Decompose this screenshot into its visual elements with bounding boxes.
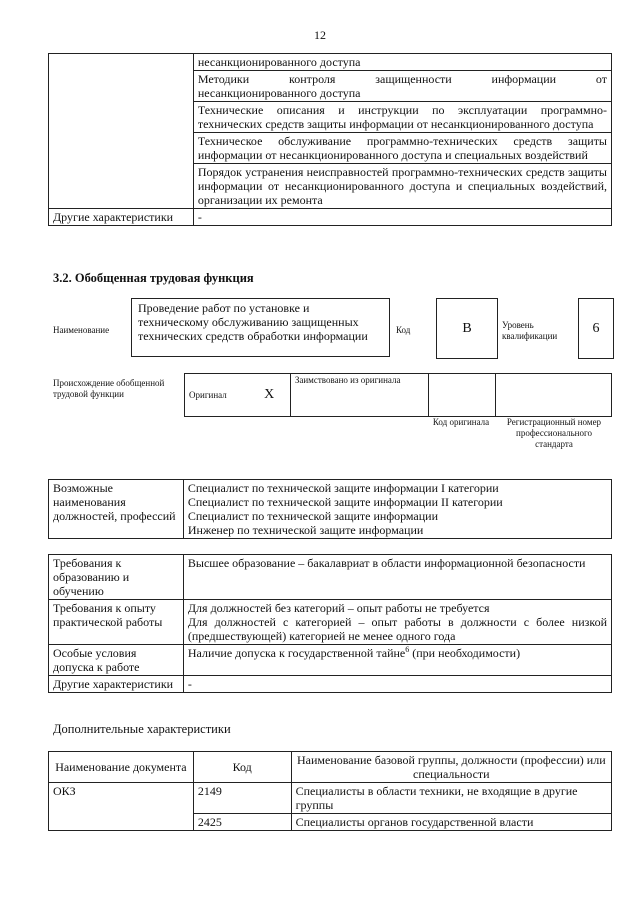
name-label: Наименование — [53, 325, 110, 335]
code-original-caption: Код оригинала — [432, 417, 490, 427]
code-label: Код — [396, 325, 411, 335]
doc-cell: ОКЗ — [49, 783, 194, 831]
table-row: Технические описания и инструкции по эксплуатации программно-технических средств защиты информации от несанкционированного доступа — [193, 102, 611, 133]
special-conditions-value — [183, 645, 611, 676]
positions-table — [48, 479, 612, 539]
other-characteristics-value: - — [193, 209, 611, 226]
qualification-level: 6 — [578, 298, 614, 359]
code-cell: 2149 — [193, 783, 291, 814]
origin-label: Происхождение обобщенной трудовой функции — [53, 378, 165, 399]
page-number: 12 — [314, 28, 326, 42]
table-row: Порядок устранения неисправностей программно-технических средств защиты информации от несанкционированного доступа и специальных воздействий, организации их ремонта — [193, 164, 611, 209]
row-text: Методики контроля защищенности информации от — [197, 72, 607, 86]
origin-table — [184, 373, 612, 417]
table-row: Техническое обслуживание программно-технических средств защиты информации от несанкционированного доступа и специальных воздействий — [193, 133, 611, 164]
list-item: Специалист по технической защите информации — [187, 509, 439, 523]
row-text: несанкционированного доступа — [197, 86, 361, 100]
additional-table — [48, 751, 612, 831]
empty-label-cell — [49, 54, 194, 209]
reg-number-caption: Регистрационный номер профессионального стандарта — [506, 417, 602, 449]
positions-list — [183, 480, 611, 539]
list-item: Специалист по технической защите информации I категории — [187, 481, 499, 495]
experience-value — [183, 600, 611, 645]
table-row — [193, 71, 611, 102]
experience-line: Для должностей с категорией – опыт работы в должности с более низкой (предшествующей) категорией не менее одного года — [187, 615, 607, 643]
special-text: Наличие допуска к государственной тайне — [187, 646, 406, 660]
other-label: Другие характеристики — [49, 676, 184, 693]
table-row: несанкционированного доступа — [193, 54, 611, 71]
code-cell: 2425 — [193, 814, 291, 831]
original-mark: X — [248, 374, 290, 417]
list-item: Специалист по технической защите информации II категории — [187, 495, 503, 509]
education-label: Требования к образованию и обучению — [49, 555, 184, 600]
special-suffix: (при необходимости) — [409, 646, 521, 660]
header-document: Наименование документа — [49, 752, 194, 783]
list-item: Инженер по технической защите информации — [187, 523, 424, 537]
function-code: B — [436, 298, 498, 359]
additional-title: Дополнительные характеристики — [53, 722, 231, 736]
original-code-cell — [428, 374, 496, 417]
original-label: Оригинал — [185, 374, 249, 417]
level-label: Уровень квалификации — [502, 320, 558, 341]
knowledge-table — [48, 53, 612, 226]
function-name: Проведение работ по установке и техническому обслуживанию защищенных технических средств обработки информации — [131, 298, 390, 357]
other-characteristics-label: Другие характеристики — [49, 209, 194, 226]
header-group: Наименование базовой группы, должности (профессии) или специальности — [291, 752, 611, 783]
requirements-table — [48, 554, 612, 693]
special-conditions-label: Особые условия допуска к работе — [49, 645, 184, 676]
reg-number-cell — [496, 374, 612, 417]
group-cell: Специалисты органов государственной власти — [291, 814, 611, 831]
education-value: Высшее образование – бакалавриат в области информационной безопасности — [183, 555, 611, 600]
header-code: Код — [193, 752, 291, 783]
footnote-ref: 6 — [405, 645, 410, 654]
experience-line: Для должностей без категорий – опыт работы не требуется — [187, 601, 490, 615]
experience-label: Требования к опыту практической работы — [49, 600, 184, 645]
section-title: 3.2. Обобщенная трудовая функция — [53, 271, 254, 285]
borrowed-label: Заимствовано из оригинала — [290, 374, 428, 417]
other-value: - — [183, 676, 611, 693]
positions-label: Возможные наименования должностей, профессий — [49, 480, 184, 539]
group-cell: Специалисты в области техники, не входящие в другие группы — [291, 783, 611, 814]
